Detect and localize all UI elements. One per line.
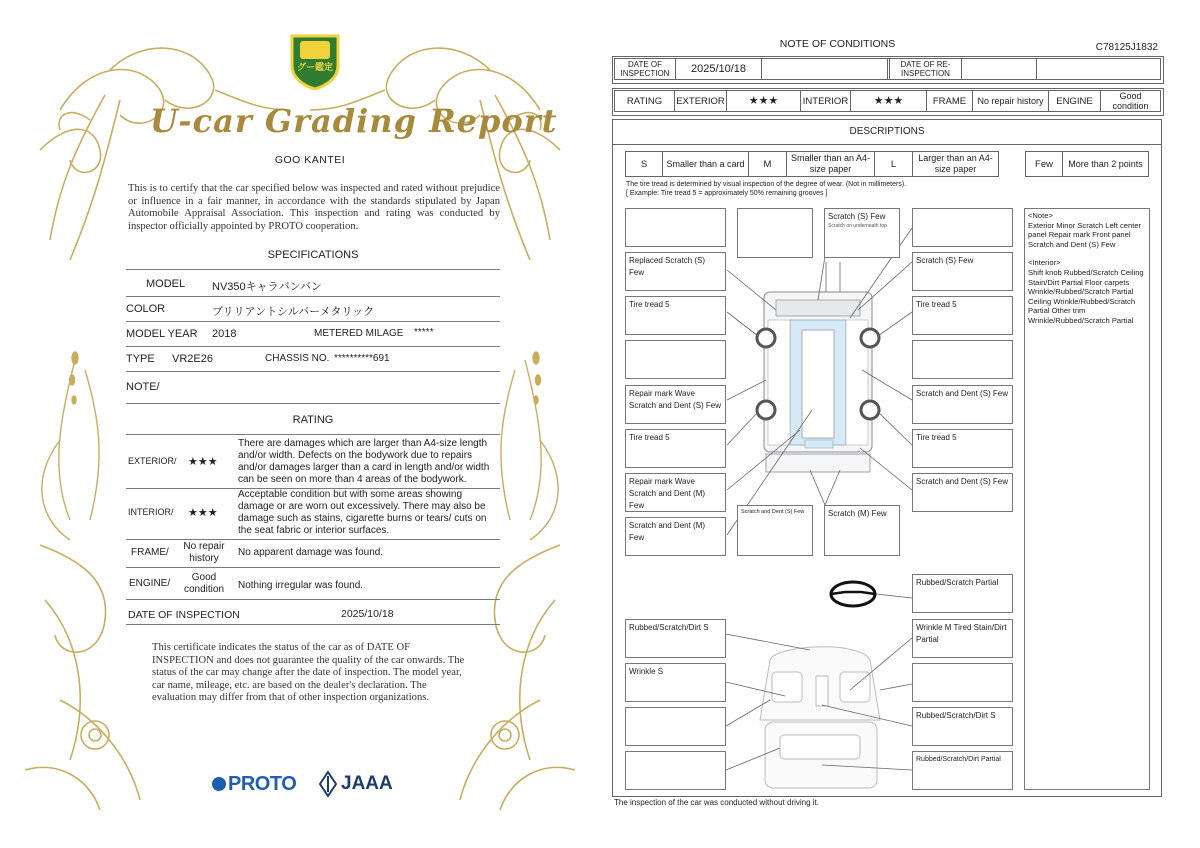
inspection-footer: The inspection of the car was conducted without driving it. <box>614 798 819 807</box>
legend-code-m: M <box>749 151 787 177</box>
exterior-label: EXTERIOR <box>675 90 727 112</box>
note-label: NOTE/ <box>126 381 160 393</box>
model-value: NV350キャラバンバン <box>212 281 322 293</box>
tire-tread-note-line1: The tire tread is determined by visual inspection of the degree of wear. (Not in millimeters). <box>626 181 907 188</box>
proto-mark-icon <box>212 777 226 791</box>
exterior-box-left-4 <box>625 340 726 379</box>
model-year-label: MODEL YEAR <box>126 328 198 340</box>
interior-cabin-outline <box>760 647 880 788</box>
exterior-stars: ★★★ <box>727 90 801 112</box>
specifications-heading: SPECIFICATIONS <box>267 249 359 261</box>
top-center-subnote: Scratch on underneath top <box>828 223 887 229</box>
rating-row-date <box>126 600 500 625</box>
exterior-box-bottom-left: Scratch and Dent (S) Few <box>737 505 813 556</box>
date-value: 2025/10/18 <box>341 608 394 620</box>
top-center-note: Scratch (S) Few <box>828 212 886 221</box>
tire-tread-note-line2: [ Example: Tire tread 5 = approximately 50% remaining grooves ] <box>626 190 828 197</box>
exterior-box-left-7: Repair mark Wave Scratch and Dent (M) Few <box>625 473 726 512</box>
rating-row-engine <box>126 568 500 600</box>
interior-box-left-2: Wrinkle S <box>625 663 726 702</box>
interior-box-right-3: Rubbed/Scratch/Dirt S <box>912 707 1013 746</box>
rating-heading: RATING <box>292 414 334 426</box>
exterior-box-left-3: Tire tread 5 <box>625 296 726 335</box>
conditions-title: NOTE OF CONDITIONS <box>779 38 896 50</box>
proto-logo-text: PROTO <box>228 772 297 795</box>
spec-row-note <box>126 372 500 404</box>
proto-logo <box>212 770 296 798</box>
goo-kantei-logo <box>288 32 342 90</box>
jaaa-logo <box>318 770 393 798</box>
certificate-footer: This certificate indicates the status of the car as of DATE OF INSPECTION and does not guarantee the quality of the car onwards. The status of the car may change after the date of inspection. The model year, car name, mileage, etc. are based on the dealer's declaration. The evaluation may differ from that of other inspection organizations. <box>152 642 465 704</box>
legend-text-s: Smaller than a card <box>663 151 749 177</box>
descriptions-heading: DESCRIPTIONS <box>612 119 1162 145</box>
exterior-box-top-center <box>824 208 900 258</box>
exterior-box-left-8: Scratch and Dent (M) Few <box>625 517 726 556</box>
logo-text: グー鑑定 <box>296 62 333 72</box>
exterior-label: EXTERIOR/ <box>128 456 177 466</box>
exterior-stars: ★★★ <box>188 456 218 468</box>
exterior-box-right-6: Tire tread 5 <box>912 429 1013 468</box>
frame-description: No apparent damage was found. <box>238 547 384 558</box>
rating-row-interior <box>126 489 500 540</box>
engine-value: Good condition <box>1101 90 1161 112</box>
exterior-box-top-left <box>737 208 813 258</box>
exterior-box-left-1 <box>625 208 726 247</box>
exterior-box-right-5: Scratch and Dent (S) Few <box>912 385 1013 424</box>
exterior-van-outline <box>757 292 879 472</box>
legend-code-s: S <box>625 151 663 177</box>
notes-spacer <box>1028 249 1146 258</box>
interior-box-left-3 <box>625 707 726 746</box>
frame-label: FRAME <box>927 90 973 112</box>
certification-statement: This is to certify that the car specified below was inspected and rated without prejudice or influence in a fair manner, in accordance with the standards stipulated by Japan Automobile Appraisal Association. This inspection and rating was conducted by inspector officially appointed by PROTO cooperation. <box>128 183 500 232</box>
spec-row-model <box>126 271 500 297</box>
interior-stars: ★★★ <box>851 90 927 112</box>
frame-value: No repair history <box>973 90 1049 112</box>
rating-row-frame <box>126 540 500 568</box>
interior-box-left-1: Rubbed/Scratch/Dirt S <box>625 619 726 658</box>
frame-value: No repair history <box>183 541 225 564</box>
exterior-description: There are damages which are larger than A4-size length and/or width. Defects on the bodywork due to repairs and/or damages larger than a card in length and/or width can be seen on more than 4 areas of the bodywork. <box>238 438 490 485</box>
engine-value: Good condition <box>183 572 225 595</box>
exterior-box-bottom-right: Scratch (M) Few <box>824 505 900 556</box>
type-value: VR2E26 <box>172 353 213 365</box>
interior-description: Acceptable condition but with some areas showing damage or are worn out excessively. There may also be damage such as stains, cigarette burns or tears/ cuts on the seat fabric or interior surfaces. <box>238 489 487 536</box>
legend-text-m: Smaller than an A4-size paper <box>787 151 875 177</box>
engine-label: ENGINE/ <box>129 578 171 589</box>
steering-wheel-icon <box>831 582 912 606</box>
rating-row-exterior <box>126 436 500 489</box>
interior-label: INTERIOR/ <box>128 507 174 517</box>
color-value: ブリリアントシルバーメタリック <box>212 306 375 318</box>
interior-box-right-1: Wrinkle M Tired Stain/Dirt Partial <box>912 619 1013 658</box>
exterior-box-right-1 <box>912 208 1013 247</box>
exterior-box-right-2: Scratch (S) Few <box>912 252 1013 291</box>
interior-box-right-2 <box>912 663 1013 702</box>
legend-text-l: Larger than an A4-size paper <box>913 151 999 177</box>
notes-panel <box>1024 208 1150 790</box>
divider <box>126 269 500 270</box>
exterior-box-right-7: Scratch and Dent (S) Few <box>912 473 1013 512</box>
color-label: COLOR <box>126 303 166 315</box>
report-title: U-car Grading Report <box>150 102 558 140</box>
date-of-inspection-value: 2025/10/18 <box>676 58 762 80</box>
interior-box-steering: Rubbed/Scratch Partial <box>912 574 1013 613</box>
jaaa-mark-icon <box>318 771 338 797</box>
interior-box-left-4 <box>625 751 726 790</box>
exterior-box-left-2: Replaced Scratch (S) Few <box>625 252 726 291</box>
notes-interior: Shift knob Rubbed/Scratch Ceiling Stain/Dirt Partial Floor carpets Wrinkle/Rubbed/Scratch Partial Ceiling Wrinkle/Rubbed/Scratch Partial Other trim Wrinkle/Rubbed/Scratch Partial <box>1028 267 1144 325</box>
exterior-box-right-4 <box>912 340 1013 379</box>
spec-row-color <box>126 297 500 322</box>
metered-mileage-label: METERED MILAGE <box>314 328 404 339</box>
note-of-conditions-sheet <box>600 0 1200 848</box>
model-label: MODEL <box>146 278 186 290</box>
legend-text-few: More than 2 points <box>1063 151 1149 177</box>
divider <box>126 434 500 435</box>
chassis-label: CHASSIS NO. <box>265 353 330 364</box>
notes-heading: <Note> <box>1028 211 1053 220</box>
metered-mileage-value: ***** <box>414 327 434 338</box>
notes-interior-heading: <Interior> <box>1028 258 1061 268</box>
exterior-box-right-3: Tire tread 5 <box>912 296 1013 335</box>
exterior-box-left-5: Repair mark Wave Scratch and Dent (S) Few <box>625 385 726 424</box>
date-of-reinspection-label: DATE OF RE-INSPECTION <box>889 58 962 80</box>
engine-description: Nothing irregular was found. <box>238 580 364 591</box>
interior-label: INTERIOR <box>801 90 851 112</box>
report-subtitle: GOO KANTEI <box>274 154 346 166</box>
interior-stars: ★★★ <box>188 507 218 519</box>
type-label: TYPE <box>126 353 155 365</box>
rating-label: RATING <box>614 90 675 112</box>
model-year-value: 2018 <box>212 328 237 340</box>
spec-row-type <box>126 347 500 372</box>
legend-code-few: Few <box>1025 151 1063 177</box>
date-label: DATE OF INSPECTION <box>128 609 240 621</box>
engine-label: ENGINE <box>1049 90 1101 112</box>
date-of-inspection-label: DATE OF INSPECTION <box>614 58 676 80</box>
frame-label: FRAME/ <box>131 547 169 558</box>
jaaa-logo-text: JAAA <box>341 773 393 794</box>
document-code: C78125J1832 <box>1095 42 1158 53</box>
chassis-value: **********691 <box>334 353 390 364</box>
exterior-box-left-6: Tire tread 5 <box>625 429 726 468</box>
interior-box-right-4: Rubbed/Scratch/Dirt Partial <box>912 751 1013 790</box>
notes-exterior: Exterior Minor Scratch Left center panel Repair mark Front panel Scratch and Dent (S) Few <box>1028 220 1142 249</box>
spec-row-model-year <box>126 322 500 347</box>
legend-code-l: L <box>875 151 913 177</box>
